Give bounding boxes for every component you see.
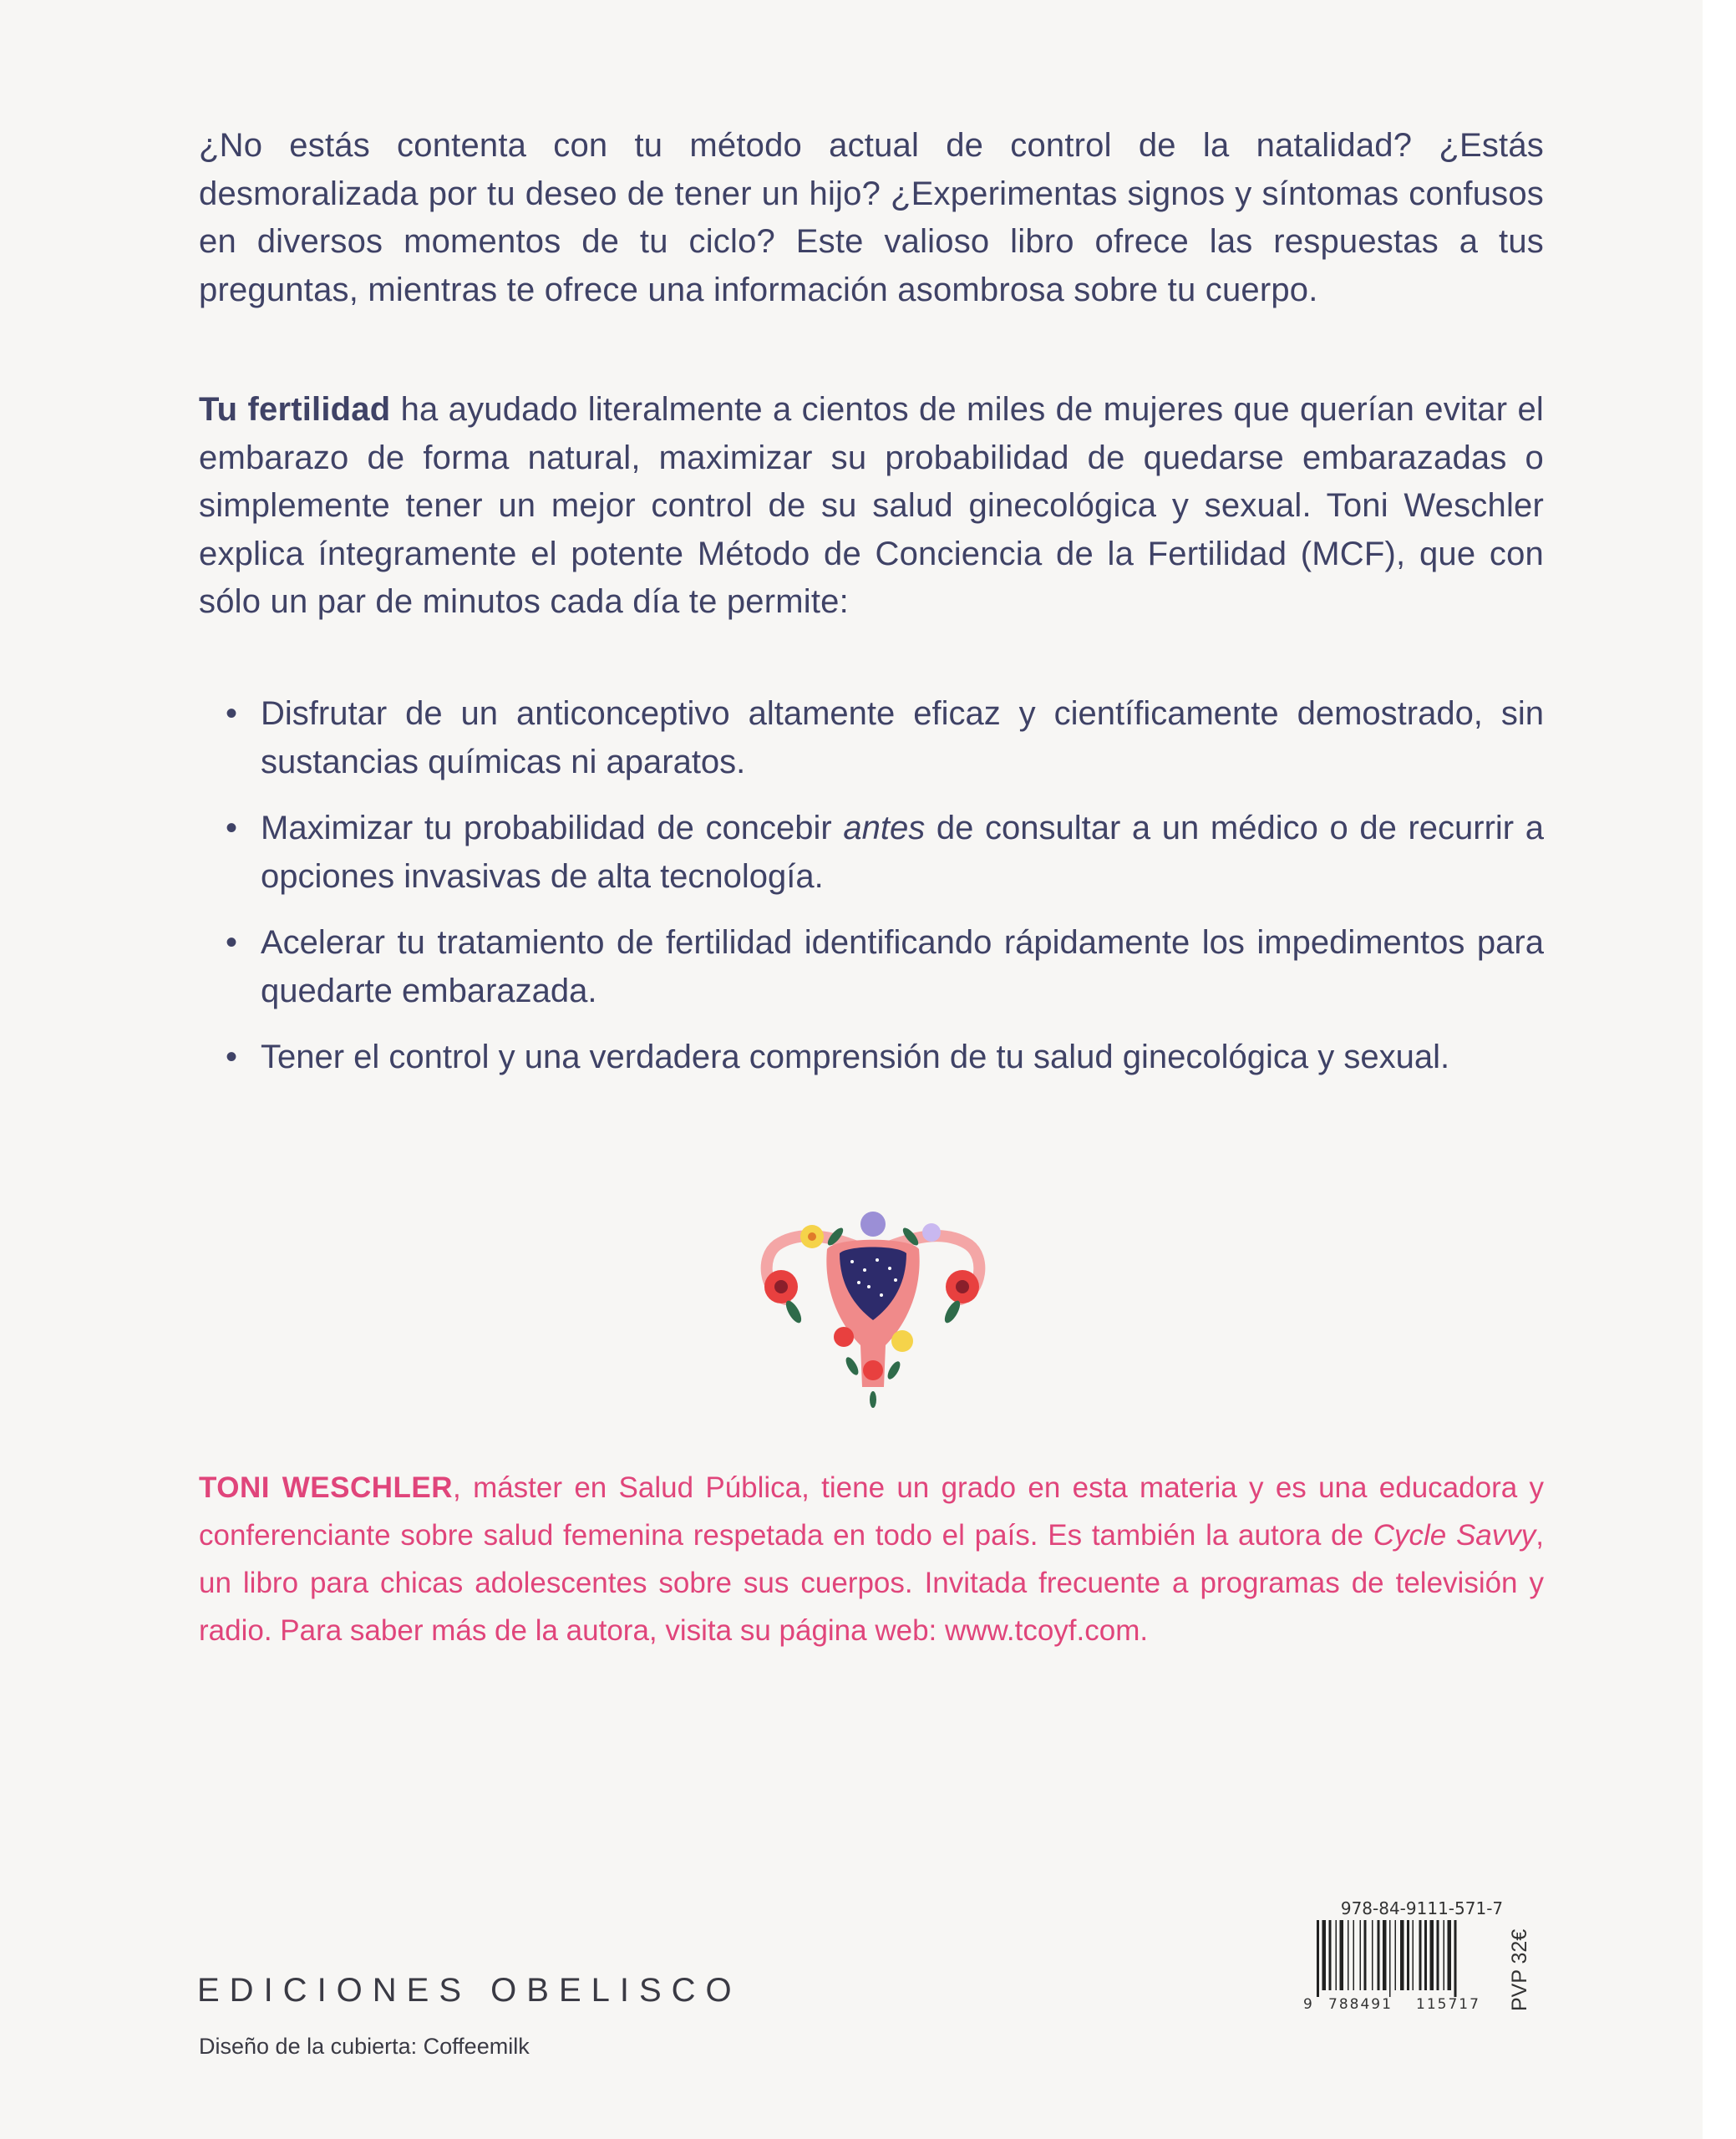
- barcode-bar: [1407, 1920, 1409, 1990]
- page-edge: [1703, 0, 1719, 2139]
- bottom-flower: [863, 1360, 883, 1380]
- barcode-bar: [1372, 1920, 1373, 1990]
- barcode-bar: [1395, 1920, 1397, 1990]
- publisher-name: EDICIONES OBELISCO: [197, 1972, 742, 2009]
- design-credit: Diseño de la cubierta: Coffeemilk: [199, 2034, 530, 2059]
- barcode-bar: [1329, 1920, 1332, 1990]
- barcode-bar: [1353, 1920, 1355, 1990]
- barcode-bar: [1378, 1920, 1380, 1990]
- barcode-bar: [1448, 1920, 1452, 1990]
- barcode-digits-left: 788491: [1328, 1996, 1393, 2012]
- summary-text: ha ayudado literalmente a cientos de miles de mujeres que querían evitar el embarazo de forma natural, maximizar su probabilidad de quedarse embarazadas o simplemente tener un mejor control de su salud ginecológica y sexual. Toni Weschler explica íntegramente el potente Método de Conciencia de la Fertilidad (MCF), que con sólo un par de minutos cada día te permite:: [199, 391, 1544, 620]
- floral-uterus-illustration: [744, 1203, 1003, 1412]
- barcode-bar: [1336, 1920, 1338, 1990]
- summary-text-container: [199, 386, 1544, 627]
- barcode-bar: [1348, 1920, 1349, 1990]
- barcode-bar: [1424, 1920, 1427, 1990]
- lilac-flower: [922, 1223, 941, 1242]
- list-item-text: Tener el control y una verdadera comprensión de tu salud ginecológica y sexual.: [261, 1039, 1450, 1075]
- author-bio: [199, 1464, 1544, 1654]
- barcode-bar: [1400, 1920, 1404, 1990]
- barcode-digit-first: 9: [1303, 1996, 1312, 2012]
- bullet-marker: •: [226, 1039, 238, 1075]
- author-book-title: Cycle Savvy: [1373, 1519, 1536, 1552]
- barcode-digits-right: 115717: [1416, 1996, 1480, 2012]
- barcode-bar: [1413, 1920, 1414, 1990]
- barcode-bar: [1419, 1920, 1422, 1990]
- barcode-bar: [1383, 1920, 1387, 1990]
- barcode-graphic: [1303, 1920, 1512, 2012]
- list-item-text-before: Maximizar tu probabilidad de concebir: [261, 810, 844, 846]
- barcode-block: [1303, 1898, 1546, 2024]
- barcode-bar: [1360, 1920, 1362, 1990]
- barcode-bar: [1444, 1920, 1445, 1990]
- benefits-list: [226, 690, 1544, 1100]
- barcode-bar: [1322, 1920, 1327, 1990]
- author-name: TONI WESCHLER: [199, 1471, 454, 1504]
- intro-text: ¿No estás contenta con tu método actual de control de la natalidad? ¿Estás desmoralizada por tu deseo de tener un hijo? ¿Experimentas signos y síntomas confusos en diversos momentos de tu ciclo? Este valioso libro ofrece las respuestas a tus preguntas, mientras te ofrece una información asombrosa sobre tu cuerpo.: [199, 127, 1544, 308]
- list-item-text-after: de consultar a un médico o de recurrir a opciones invasivas de alta tecnología.: [261, 810, 1544, 895]
- list-item: [226, 919, 1544, 1015]
- book-title: Tu fertilidad: [199, 391, 391, 428]
- lower-right-flower: [891, 1330, 913, 1352]
- list-item: [226, 690, 1544, 786]
- barcode-bar: [1364, 1920, 1367, 1990]
- lower-left-flower: [834, 1327, 854, 1347]
- barcode-bar: [1317, 1920, 1319, 1997]
- isbn-number: 978-84-9111-571-7: [1340, 1898, 1504, 1918]
- intro-paragraph: [199, 122, 1544, 314]
- purple-bud: [860, 1212, 886, 1237]
- list-item: [226, 1034, 1544, 1082]
- list-item-emphasis: antes: [843, 810, 926, 846]
- list-item-text: Disfrutar de un anticonceptivo altamente eficaz y científicamente demostrado, sin sustancias químicas ni aparatos.: [261, 695, 1544, 780]
- barcode-bar: [1454, 1920, 1457, 1997]
- list-item-text: Acelerar tu tratamiento de fertilidad identificando rápidamente los impedimentos para quedarte embarazada.: [261, 924, 1544, 1009]
- barcode-bar: [1389, 1920, 1391, 1997]
- price-label: PVP 32€: [1508, 1928, 1531, 2011]
- author-text-1: , máster en Salud Pública, tiene un grado en esta materia y es una educadora y conferenciante sobre salud femenina respetada en todo el país. Es también la autora de: [199, 1471, 1544, 1552]
- summary-paragraph: [199, 386, 1544, 627]
- list-item: [226, 805, 1544, 901]
- barcode-bar: [1340, 1920, 1344, 1990]
- author-bio-text: [199, 1464, 1544, 1654]
- barcode-bar: [1437, 1920, 1439, 1990]
- bullet-marker: •: [226, 695, 238, 732]
- barcode-bars: [1317, 1920, 1457, 1997]
- bullet-marker: •: [226, 924, 238, 961]
- barcode-bar: [1430, 1920, 1434, 1990]
- bullet-marker: •: [226, 810, 238, 846]
- author-text-2: , un libro para chicas adolescentes sobre sus cuerpos. Invitada frecuente a programas de televisión y radio. Para saber más de la autora, visita su página web: www.tcoyf.com.: [199, 1519, 1544, 1647]
